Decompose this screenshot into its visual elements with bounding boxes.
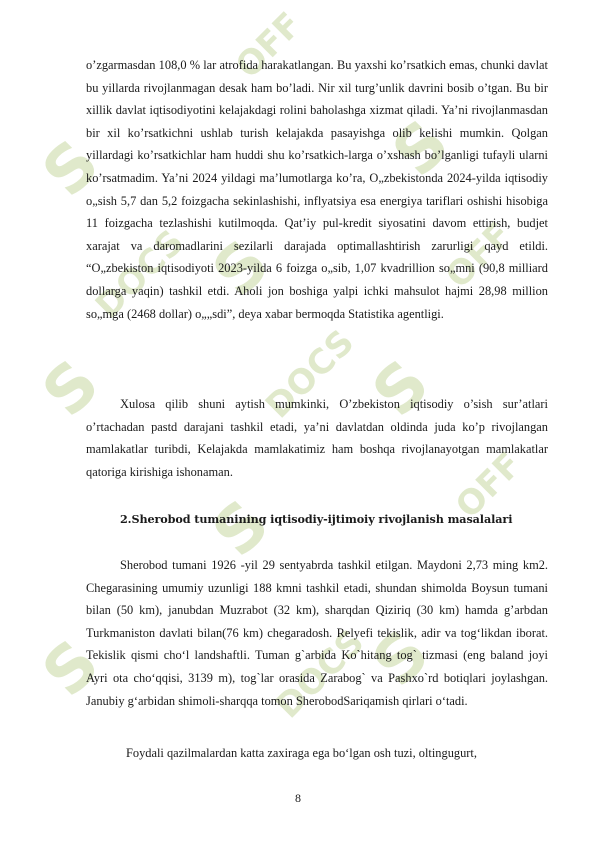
svg-text:S: S [28,626,114,712]
svg-text:OFF: OFF [438,214,520,297]
page-number: 8 [295,791,301,805]
svg-text:S: S [28,126,114,212]
svg-text:DOCS: DOCS [88,222,193,327]
paragraph-sherobod-district: Sherobod tumani 1926 -yil 29 sentyabrda tashkil etilgan. Maydoni 2,73 ming km2. Chegarasining umumiy uzunligi 188 kmni tashkil etadi, shundan shimolda Boysun tumani bilan (50 km), janubdan Muzrabot (32 km), sharqdan Qiziriq (30 km) hamda g’arbdan Turkmaniston davlati bilan(76 km) chegaradosh. Relyefi tekislik, adir va tog‘likdan iborat. Tekislik qismi cho‘l landshaftli. Tuman g`arbida Ko`hitang tog` tizmasi (eng baland joyi Ayri ota cho‘qqisi, 3139 m), tog`lar orasida Zarabog` va Pashxo`rd botiqlari joylashgan. Janubiy g‘arbidan shimoli-sharqqa tomon SherobodSariqamish qirlari o‘tadi. [86,558,548,708]
svg-text:OFF: OFF [228,4,310,87]
svg-text:DOCS: DOCS [268,622,373,727]
paragraph-minerals: Foydali qazilmalardan katta zaxiraga ega bo‘lgan osh tuzi, oltingugurt, [126,746,477,760]
section-heading: 2.Sherobod tumanining iqtisodiy-ijtimoiy rivojlanish masalalari [120,512,513,526]
svg-text:DOCS: DOCS [258,322,363,427]
svg-text:S: S [28,346,114,432]
svg-text:OFF: OFF [448,444,530,527]
svg-text:S: S [198,226,284,312]
svg-text:S: S [358,616,444,702]
svg-text:S: S [198,486,284,572]
paragraph-conclusion: Xulosa qilib shuni aytish mumkinki, O’zbekiston iqtisodiy o’sish sur’atlari o’rtachadan pastd darajani tashkil etadi, ya’ni davlatdan oldinda juda ko’p rivojlangan mamlakatlar turibdi, Kelajakda mamlakatimiz ham boshqa rivojlanayotgan mamlakatlar qatoriga kirishiga ishonaman. [86,397,548,479]
svg-text:S: S [358,346,444,432]
paragraph-economic-growth: o’zgarmasdan 108,0 % lar atrofida harakatlangan. Bu yaxshi ko’rsatkich emas, chunki davlat bu yillarda rivojlanmagan desak ham bo’ladi. Nir xil turg’unlik davrini bosib o’tgan. Bu bir xillik davlat iqtisodiyotini kelajakdagi rolini baholashga xizmat qiladi. Ya’ni rivojlanmasdan bir xil ko’rsatkichni ushlab turish kelajakda pasayishga olib kelishi mumkin. Qolgan yillardagi ko’rsatkichlar ham huddi shu ko’rsatkich-larga o’xshash bo’lganligi tufayli ularni ko’rsatmadim. Ya’ni 2024 yildagi ma’lumotlarga ko’ra, O„zbekistonda 2024-yilda iqtisodiy o„sish 5,7 dan 5,2 foizgacha sekinlashishi, inflyatsiya esa energiya tariflari oshishi hisobiga 11 foizgacha tezlashishi kutilmoqda. Qat’iy pul-kredit siyosatini davom ettirish, budjet xarajat va daromadlarini sezilarli darajada optimallashtirish zarurligi qayd etildi. “O„zbekiston iqtisodiyoti 2023-yilda 6 foizga o„sib, 1,07 kvadrillion so„mni (90,8 milliard dollarga yaqin) tashkil etdi. Aholi jon boshiga yalpi ichki mahsulot hajmi 28,98 million so„mga (2468 dollar) o„„sdi”, deya xabar bermoqda Statistika agentligi. [86,58,548,321]
svg-text:S: S [378,106,464,192]
